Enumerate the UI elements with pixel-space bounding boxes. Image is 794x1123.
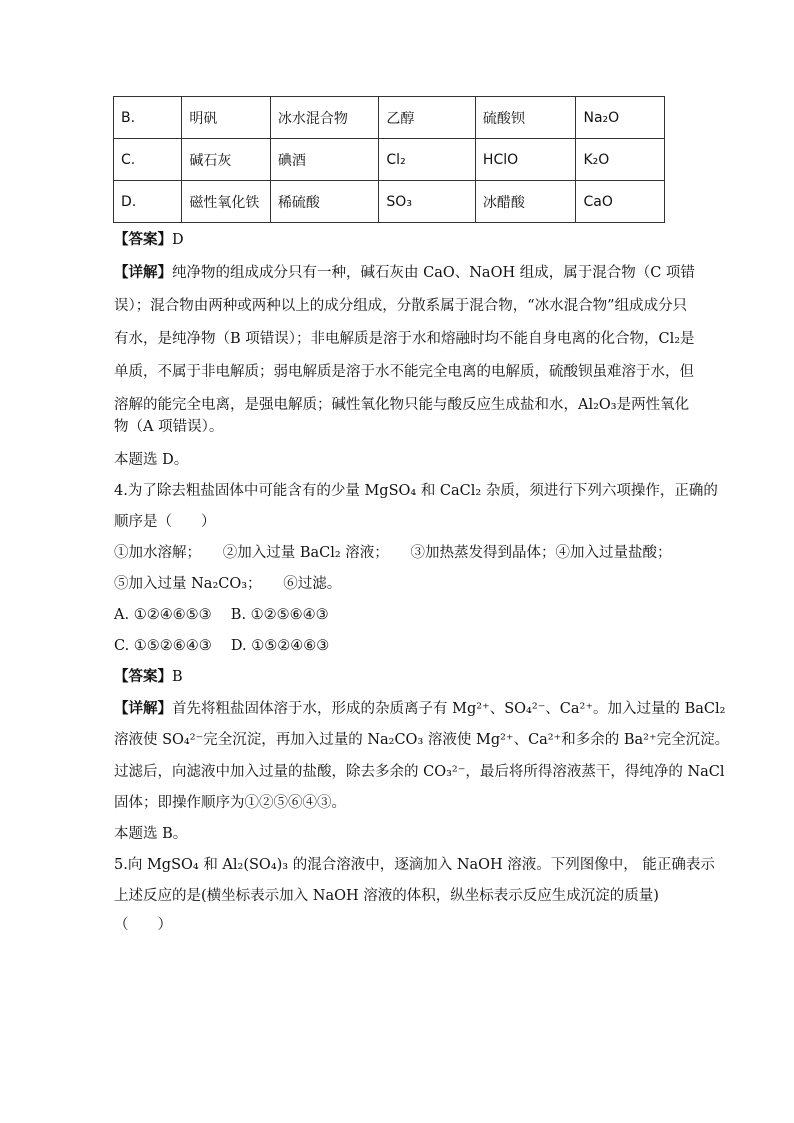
detail-line: 溶解的能完全电离，是强电解质；碱性氧化物只能与酸反应生成盐和水，Al₂O₃是两性氧化 (114, 397, 690, 413)
table-cell: 冰水混合物 (270, 97, 379, 139)
table-cell: 明矾 (182, 97, 270, 139)
options-line: A. ①②④⑥⑤③ B. ①②⑤⑥④③ (114, 607, 329, 623)
detail-line: 过滤后，向滤液中加入过量的盐酸，除去多余的 CO₃²⁻，最后将所得溶液蒸干，得纯净的 NaCl (114, 764, 725, 780)
table-cell: B. (114, 97, 182, 139)
table-cell: HClO (475, 139, 576, 181)
table-cell: 乙醇 (379, 97, 476, 139)
table-cell: CaO (576, 181, 665, 223)
options-table (113, 96, 665, 223)
detail-label: 【详解】 (114, 700, 172, 717)
question-stem: 上述反应的是(横坐标表示加入 NaOH 溶液的体积，纵坐标表示反应生成沉淀的质量) (114, 888, 659, 904)
table-row (114, 181, 665, 223)
options-line: C. ①⑤②⑥④③ D. ①⑤②④⑥③ (114, 638, 330, 654)
table-cell: C. (114, 139, 182, 181)
table-cell: Na₂O (576, 97, 665, 139)
table-cell: 碱石灰 (182, 139, 270, 181)
detail-line: 溶液使 SO₄²⁻完全沉淀，再加入过量的 Na₂CO₃ 溶液使 Mg²⁺、Ca²⁺和多余的 Ba²⁺完全沉淀。 (114, 732, 730, 748)
table-cell: 硫酸钡 (475, 97, 576, 139)
detail-text: 首先将粗盐固体溶于水，形成的杂质离子有 Mg²⁺、SO₄²⁻、Ca²⁺。加入过量的 BaCl₂ (172, 701, 726, 717)
detail-text: 纯净物的组成成分只有一种，碱石灰由 CaO、NaOH 组成，属于混合物（C 项错 (172, 265, 695, 281)
detail-line: 有水，是纯净物（B 项错误）；非电解质是溶于水和熔融时均不能自身电离的化合物，Cl₂是 (114, 331, 695, 347)
detail-line (114, 699, 725, 719)
table-cell: 碘酒 (270, 139, 379, 181)
question-stem: 顺序是（ ） (114, 514, 216, 530)
table-cell: D. (114, 181, 182, 223)
table-cell: Cl₂ (379, 139, 476, 181)
conclusion-line: 本题选 D。 (114, 452, 189, 468)
table-cell: K₂O (576, 139, 665, 181)
table-cell: 冰醋酸 (475, 181, 576, 223)
detail-label: 【详解】 (114, 264, 172, 281)
detail-line (114, 263, 695, 283)
table-cell: 稀硫酸 (270, 181, 379, 223)
answer-value: D (172, 232, 184, 248)
table-cell: SO₃ (379, 181, 476, 223)
answer-label: 【答案】 (114, 231, 172, 248)
table-row (114, 139, 665, 181)
question-stem: 5.向 MgSO₄ 和 Al₂(SO₄)₃ 的混合溶液中，逐滴加入 NaOH 溶液。下列图像中， 能正确表示 (114, 857, 715, 873)
detail-line: 物（A 项错误）。 (114, 419, 224, 435)
answer-line (114, 667, 183, 687)
detail-line: 单质，不属于非电解质；弱电解质是溶于水不能完全电离的电解质，硫酸钡虽难溶于水，但 (114, 364, 694, 380)
operations-line: ⑤加入过量 Na₂CO₃； ⑥过滤。 (114, 576, 342, 592)
answer-label: 【答案】 (114, 668, 172, 685)
operations-line: ①加水溶解； ②加入过量 BaCl₂ 溶液； ③加热蒸发得到晶体；④加入过量盐酸； (114, 545, 672, 561)
answer-line (114, 230, 184, 250)
conclusion-line: 本题选 B。 (114, 826, 188, 842)
table-row (114, 97, 665, 139)
question-stem: 4.为了除去粗盐固体中可能含有的少量 MgSO₄ 和 CaCl₂ 杂质，须进行下列六项操作，正确的 (114, 483, 718, 499)
table-cell: 磁性氧化铁 (182, 181, 270, 223)
question-stem: （ ） (114, 917, 172, 933)
detail-line: 固体；即操作顺序为①②⑤⑥④③。 (114, 795, 346, 811)
answer-value: B (172, 669, 183, 685)
detail-line: 误）；混合物由两种或两种以上的成分组成，分散系属于混合物，“冰水混合物”组成成分只 (114, 298, 688, 314)
